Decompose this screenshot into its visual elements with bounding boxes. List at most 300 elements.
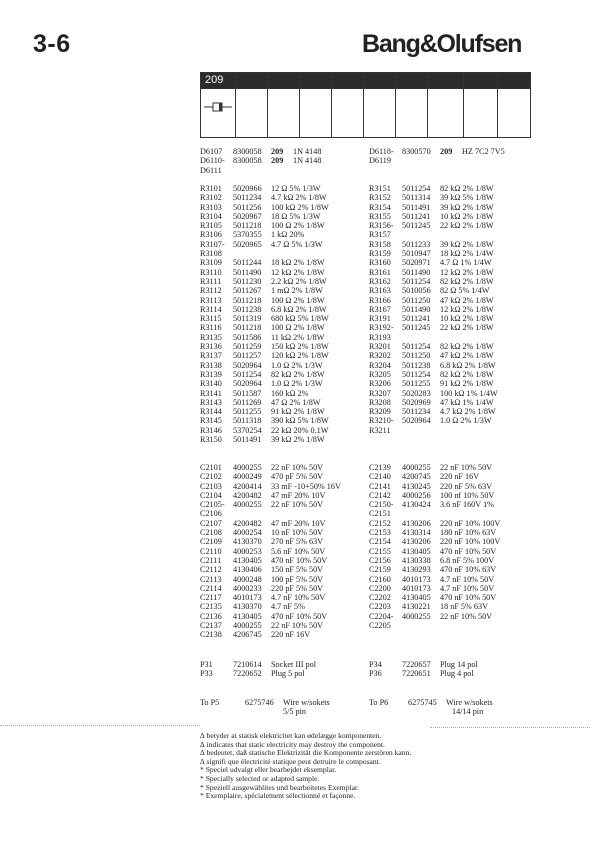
description: 220 nF 10% 100V [440, 518, 501, 528]
ref: C2110 [200, 546, 222, 556]
ref: C2112 [200, 565, 222, 575]
part-number: 4000248 [233, 574, 262, 584]
part-number: 4130405 [233, 611, 262, 621]
list-item [369, 463, 500, 472]
list-item [200, 370, 329, 379]
description: 47 kΩ 2% 1/8W [440, 351, 494, 361]
list-item [200, 602, 341, 611]
list-item [200, 519, 341, 528]
list-item [369, 537, 500, 546]
note-line: ∆ indicates that static electricity may destroy the component. [200, 739, 385, 749]
ref: R3159 [369, 249, 391, 259]
list-item [369, 323, 498, 332]
ref: R3157 [369, 230, 391, 240]
list-item [200, 147, 321, 156]
part-number: 5011238 [233, 304, 262, 314]
description: 680 kΩ 5% 1/8W [271, 314, 329, 324]
ref: R3163 [369, 286, 391, 296]
description: 22 nF 10% 50V [440, 463, 493, 472]
part-number: 4130206 [402, 518, 431, 528]
description: 220 nF 16V [440, 472, 480, 482]
part-number: 5011586 [233, 332, 262, 342]
part-number: 8300058 [233, 156, 262, 166]
part-number: 5011233 [402, 239, 431, 249]
part-number: 4000255 [233, 500, 262, 510]
description: 1N 4148 [293, 147, 322, 156]
ref: R3162 [369, 276, 391, 286]
ref: C2105- [200, 500, 225, 510]
list-item [369, 156, 505, 165]
ref: C2104 [200, 490, 222, 500]
list-item [200, 379, 329, 388]
part-number: 5011230 [233, 276, 262, 286]
ref: R3135 [200, 332, 222, 342]
part-number: 5011269 [233, 397, 262, 407]
ref: C2141 [369, 481, 391, 491]
description: 5.6 nF 10% 50V [271, 546, 326, 556]
description: 100 Ω 2% 1/8W [271, 221, 325, 231]
ref: R3144 [200, 407, 222, 417]
description: 4.7 nF 10% 50V [271, 593, 326, 603]
ref: R3113 [200, 295, 222, 305]
list-item [200, 500, 341, 509]
part-number: 4000255 [233, 463, 262, 472]
description: 22 nF 10% 50V [271, 621, 324, 631]
description-line2: 14/14 pin [452, 707, 484, 717]
ref: R3116 [200, 323, 222, 333]
ref: P31 [200, 660, 213, 669]
part-number: 5011218 [233, 295, 262, 305]
part-number: 5011241 [402, 211, 431, 221]
ref: R3141 [200, 388, 222, 398]
ref: R3158 [369, 239, 391, 249]
ref: R3140 [200, 379, 222, 389]
description: 150 nF 5% 50V [271, 565, 324, 575]
part-number: 5370355 [233, 230, 262, 240]
part-number: 5011254 [402, 342, 431, 352]
resistors-right-list [369, 184, 498, 435]
list-item [369, 491, 500, 500]
ref: P33 [200, 669, 213, 679]
ref: R3191 [369, 314, 391, 324]
ref: R3105 [200, 221, 222, 231]
list-item [369, 389, 498, 398]
part-number: 5011234 [233, 193, 262, 203]
description: 160 kΩ 2% [271, 388, 309, 398]
part-number [233, 509, 271, 518]
description: 220 nF 16V [271, 630, 311, 640]
description: 12 kΩ 2% 1/8W [440, 304, 494, 314]
list-item [369, 612, 500, 621]
part-number: 5011218 [233, 323, 262, 333]
description: 22 nF 10% 50V [271, 463, 324, 472]
list-item [200, 361, 329, 370]
code [440, 156, 462, 165]
ref: R3154 [369, 202, 391, 212]
part-number: 5011318 [233, 416, 262, 426]
description: 100 nf 10% 50V [440, 490, 495, 500]
ref: C2156 [369, 555, 391, 565]
description: 120 kΩ 2% 1/8W [271, 351, 329, 361]
list-item [200, 323, 329, 332]
list-item [200, 221, 329, 230]
ref: R3207 [369, 388, 391, 398]
list-item [200, 212, 329, 221]
wire-right [369, 698, 493, 717]
ref: R3107- [200, 239, 225, 249]
list-item [200, 268, 329, 277]
ref: R3192- [369, 323, 394, 333]
part-number: 5011256 [233, 202, 262, 212]
ref: R3103 [200, 202, 222, 212]
part-number [402, 333, 440, 342]
ref: R3208 [369, 397, 391, 407]
list-item [200, 314, 329, 323]
list-item [369, 342, 498, 351]
list-item [369, 398, 498, 407]
plugs-right-list [369, 660, 478, 679]
description: 6.8 kΩ 2% 1/8W [440, 360, 496, 370]
description: 470 pF 5% 50V [271, 472, 324, 482]
ref: C2155 [369, 546, 391, 556]
part-number: 5011314 [402, 193, 431, 203]
list-item [200, 398, 329, 407]
note-line: ∆ signifi que électricité statique peut detruire le composant. [200, 756, 381, 766]
list-item [200, 482, 341, 491]
part-number: 5011490 [402, 267, 431, 277]
description: 82 kΩ 2% 1/8W [440, 184, 494, 193]
list-item [369, 351, 498, 360]
list-item [200, 547, 341, 556]
list-item [369, 660, 478, 669]
part-number [402, 509, 440, 518]
ref: D6118- [369, 147, 394, 156]
description: 47 kΩ 2% 1/8W [440, 295, 494, 305]
note-line: * Speziell ausgewählites und bearbeitetes Exemplar. [200, 782, 359, 792]
part-number: 5011254 [402, 369, 431, 379]
ref: To P5 [200, 698, 220, 707]
header-grid-label: 209 [205, 74, 224, 86]
description: 12 kΩ 2% 1/8W [440, 267, 494, 277]
list-item [200, 193, 329, 202]
description: 4.7 Ω 1% 1/4W [440, 258, 492, 268]
ref: C2142 [369, 490, 391, 500]
description: 4.7 nF 10% 50V [440, 583, 495, 593]
part-number: 4130405 [233, 555, 262, 565]
ref: R3146 [200, 425, 222, 435]
part-number: 5011255 [233, 407, 262, 417]
description: 47 Ω 2% 1/8W [271, 397, 321, 407]
description: 82 kΩ 2% 1/8W [440, 369, 494, 379]
ref: C2107 [200, 518, 222, 528]
description: 180 nF 10% 63V [440, 528, 497, 538]
description: 390 kΩ 5% 1/8W [271, 416, 329, 426]
list-item [200, 184, 329, 193]
description: 470 nF 10% 50V [271, 555, 328, 565]
list-item [200, 463, 341, 472]
part-number: 5011238 [402, 360, 431, 370]
ref: C2106 [200, 509, 222, 519]
list-item [200, 156, 321, 165]
ref: R3115 [200, 314, 222, 324]
description: 22 kΩ 2% 1/8W [440, 323, 494, 333]
ref: C2203 [369, 602, 391, 612]
part-number: 4200414 [233, 481, 262, 491]
description: 470 nF 10% 50V [271, 611, 328, 621]
description: 4.7 nF 5% [271, 602, 305, 612]
header-grid-bar [201, 73, 530, 88]
part-number: 7220652 [233, 669, 262, 679]
description: Wire w/sokets [446, 698, 493, 707]
ref: C2101 [200, 463, 222, 472]
list-item [369, 407, 498, 416]
ref: R3136 [200, 342, 222, 352]
part-number: 5370254 [233, 425, 262, 435]
code [271, 166, 293, 175]
ref: C2111 [200, 555, 222, 565]
list-item [200, 556, 341, 565]
ref: R3202 [369, 351, 391, 361]
description: 470 nF 10% 50V [440, 593, 497, 603]
description: 4.7 kΩ 2% 1/8W [271, 193, 327, 203]
description: Plug 4 pol [440, 669, 474, 679]
part-number: 4130405 [402, 593, 431, 603]
description: 22 nF 10% 50V [271, 500, 324, 510]
part-number: 5020971 [402, 258, 431, 268]
description: 11 kΩ 2% 1/8W [271, 332, 325, 342]
list-item [200, 660, 316, 669]
ref: C2151 [369, 509, 391, 519]
list-item [200, 630, 341, 639]
ref: C2205 [369, 621, 391, 631]
diode-symbol-icon [204, 101, 232, 113]
ref: R3109 [200, 258, 222, 268]
part-number: 5011218 [233, 221, 262, 231]
description: 470 nF 10% 63V [440, 565, 497, 575]
part-number: 4010173 [402, 583, 431, 593]
list-item [369, 602, 500, 611]
description: 10 kΩ 2% 1/8W [440, 211, 494, 221]
list-item [200, 575, 341, 584]
resistors-left-list [200, 184, 329, 444]
part-number: 5020967 [233, 211, 262, 221]
note-line: * Speciel udvalgt eller bearbejdet eksemplar. [200, 765, 337, 775]
description: 4.7 kΩ 2% 1/8W [440, 407, 496, 417]
notes-block [200, 732, 411, 801]
description: 1.0 Ω 2% 1/3W [271, 379, 323, 389]
list-item [200, 584, 341, 593]
ref: R3211 [369, 425, 391, 435]
list-item [369, 277, 498, 286]
description: 18 nF 5% 63V [440, 602, 488, 612]
description: 47 mF 20% 10V [271, 490, 326, 500]
part-number: 5020969 [402, 397, 431, 407]
part-number: 5011241 [402, 314, 431, 324]
part-number: 4000254 [233, 528, 262, 538]
part-number: 4000256 [402, 490, 431, 500]
code: 209 [440, 147, 453, 156]
ref: R3166 [369, 295, 391, 305]
part-number: 5011250 [402, 351, 431, 361]
part-number: 7210614 [233, 660, 262, 669]
description: 12 kΩ 2% 1/8W [271, 267, 325, 277]
ref: C2159 [369, 565, 391, 575]
description: 82 kΩ 2% 1/8W [440, 342, 494, 352]
ref: C2113 [200, 574, 222, 584]
description: 100 Ω 2% 1/8W [271, 323, 325, 333]
description: 91 kΩ 2% 1/8W [440, 379, 494, 389]
part-number: 5010947 [402, 249, 431, 259]
part-number: 5011250 [402, 295, 431, 305]
ref: C2150- [369, 500, 394, 510]
ref: R3193 [369, 332, 391, 342]
part-number: 5011234 [402, 407, 431, 417]
part-number: 8300570 [402, 147, 431, 156]
list-item [369, 240, 498, 249]
ref: C2108 [200, 528, 222, 538]
list-item [369, 370, 498, 379]
part-number: 4130293 [402, 565, 431, 575]
description: 10 nF 10% 50V [271, 528, 324, 538]
part-number: 4130206 [402, 537, 431, 547]
list-item [200, 230, 329, 239]
ref: D6110- [200, 156, 225, 166]
ref: C2138 [200, 630, 222, 640]
list-item [200, 277, 329, 286]
ref: P36 [369, 669, 382, 679]
description: HZ 7C2 7V5 [462, 147, 505, 156]
list-item [200, 416, 329, 425]
part-number: 4200482 [233, 518, 262, 528]
list-item [369, 333, 498, 342]
description: Plug 5 pol [271, 669, 305, 679]
part-number: 5011257 [233, 351, 262, 361]
description: Plug 14 pol [440, 660, 478, 669]
list-item [200, 612, 341, 621]
ref: C2109 [200, 537, 222, 547]
list-item [369, 296, 498, 305]
capacitors-left-list [200, 463, 341, 640]
part-number: 4130406 [233, 565, 262, 575]
description: 4.7 Ω 5% 1/3W [271, 239, 323, 249]
list-item [369, 249, 498, 258]
ref: C2103 [200, 481, 222, 491]
list-item [369, 212, 498, 221]
list-item [369, 184, 498, 193]
description: 6.8 kΩ 2% 1/8W [271, 304, 327, 314]
part-number: 5011319 [233, 314, 262, 324]
ref: R3112 [200, 286, 222, 296]
ref: R3138 [200, 360, 222, 370]
list-item [200, 389, 329, 398]
part-number: 5020964 [233, 360, 262, 370]
list-item [369, 268, 498, 277]
description: 1.0 Ω 2% 1/3W [440, 416, 492, 426]
description: 220 nF 10% 100V [440, 537, 501, 547]
description: 91 kΩ 2% 1/8W [271, 407, 325, 417]
ref: R3155 [369, 211, 391, 221]
description: 47 kΩ 1% 1/4W [440, 397, 494, 407]
list-item [369, 426, 498, 435]
list-item [369, 230, 498, 239]
ref: R3143 [200, 397, 222, 407]
list-item [369, 575, 500, 584]
list-item [369, 593, 500, 602]
ref: C2154 [369, 537, 391, 547]
ref: To P6 [369, 698, 389, 707]
description: 22 kΩ 2% 1/8W [440, 221, 494, 231]
list-item [369, 258, 498, 267]
part-number: 5020965 [233, 239, 262, 249]
part-number: 5011244 [233, 258, 262, 268]
ref: R3108 [200, 249, 222, 259]
description: 470 nF 10% 50V [440, 546, 497, 556]
plugs-left-list [200, 660, 316, 679]
list-item [200, 305, 329, 314]
list-item [369, 193, 498, 202]
list-item [200, 435, 329, 444]
part-number: 4000253 [233, 546, 262, 556]
part-number [402, 426, 440, 435]
list-item [369, 416, 498, 425]
description: 1 kΩ 20% [271, 230, 305, 240]
note-line: ∆ bedeutet, daß statische Elektrizität die Komponente zerstören kann. [200, 748, 412, 758]
part-number: 5011491 [233, 435, 262, 445]
list-item [369, 556, 500, 565]
part-number: 5011491 [402, 202, 431, 212]
part-number: 5011254 [402, 184, 431, 193]
description: 82 kΩ 2% 1/8W [271, 369, 325, 379]
description: 1.0 Ω 2% 1/3W [271, 360, 323, 370]
part-number: 5011245 [402, 221, 431, 231]
part-number: 8300058 [233, 147, 262, 156]
description: 22 nF 10% 50V [440, 611, 493, 621]
ref: C2137 [200, 621, 222, 631]
ref: R3209 [369, 407, 391, 417]
part-number: 4000255 [402, 463, 431, 472]
part-number: 4130405 [402, 546, 431, 556]
note-line: * Exemplaire, spécialement sélectionné et façonne. [200, 791, 356, 801]
part-number: 5011255 [402, 379, 431, 389]
description-line2: 5/5 pin [283, 707, 306, 717]
description: 6.8 nF 5% 100V [440, 555, 495, 565]
description: 10 kΩ 2% 1/8W [440, 314, 494, 324]
list-item [200, 333, 329, 342]
list-item [369, 565, 500, 574]
part-number: 5020283 [402, 388, 431, 398]
ref: R3206 [369, 379, 391, 389]
part-number: 6275746 [245, 698, 274, 707]
ref: R3156- [369, 221, 394, 231]
ref: C2139 [369, 463, 391, 472]
description: 39 kΩ 5% 1/8W [440, 193, 494, 203]
part-number: 5020964 [233, 379, 262, 389]
part-number [233, 166, 271, 175]
note-line: ∆ betyder at statisk elektricitet kan ødelægge komponenten. [200, 731, 382, 740]
part-number [233, 249, 271, 258]
ref: R3145 [200, 416, 222, 426]
list-item [369, 361, 498, 370]
list-item [369, 519, 500, 528]
part-number: 5010056 [402, 286, 431, 296]
code: 209 [271, 156, 284, 166]
description: 3.6 nF 160V 1% [440, 500, 494, 510]
ref: C2140 [369, 472, 391, 482]
ref: R3205 [369, 369, 391, 379]
list-item [200, 342, 329, 351]
part-number: 4010173 [402, 574, 431, 584]
list-item [200, 407, 329, 416]
